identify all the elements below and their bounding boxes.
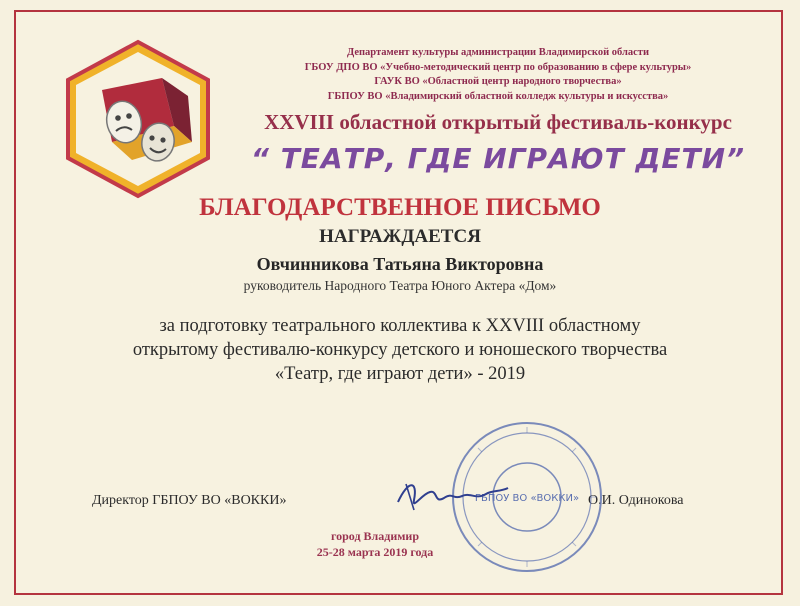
- location-date: [240, 528, 510, 560]
- organizer-line-4: ГБПОУ ВО «Владимирский областной колледж культуры и искусства»: [327, 90, 669, 102]
- reason-line-2: открытому фестивалю-конкурсу детского и юношеского творчества: [132, 340, 668, 360]
- reason-line-3: «Театр, где играют дети» - 2019: [274, 364, 526, 384]
- city-name: город Владимир: [330, 529, 420, 543]
- festival-line: XXVIII областной открытый фестиваль-конкурс: [264, 110, 732, 134]
- organizer-line-2: ГБОУ ДПО ВО «Учебно-методический центр по образованию в сфере культуры»: [304, 61, 692, 73]
- award-reason: [0, 314, 800, 386]
- awarded-label: НАГРАЖДАЕТСЯ: [319, 226, 481, 247]
- recipient-position: руководитель Народного Театра Юного Актера «Дом»: [243, 278, 557, 293]
- signatory-title: Директор ГБПОУ ВО «ВОККИ»: [92, 493, 287, 508]
- recipient-name: Овчинникова Татьяна Викторовна: [256, 254, 544, 274]
- event-date: 25-28 марта 2019 года: [316, 545, 434, 559]
- stamp-center-text: ГБПОУ ВО «ВОККИ»: [474, 493, 580, 504]
- organizers-header: [232, 46, 764, 104]
- organizer-line-1: Департамент культуры администрации Владимирской области: [346, 47, 650, 58]
- organizer-line-3: ГАУК ВО «Областной центр народного творчества»: [374, 76, 622, 87]
- letter-title: БЛАГОДАРСТВЕННОЕ ПИСЬМО: [199, 194, 601, 221]
- handwritten-signature-icon: [392, 470, 512, 520]
- reason-line-1: за подготовку театрального коллектива к XXVIII областному: [159, 316, 641, 336]
- signatory-name: О.И. Одинокова: [588, 493, 684, 508]
- theatre-masks-logo-icon: [62, 38, 214, 200]
- festival-name: “ ТЕАТР, ГДЕ ИГРАЮТ ДЕТИ”: [250, 142, 746, 175]
